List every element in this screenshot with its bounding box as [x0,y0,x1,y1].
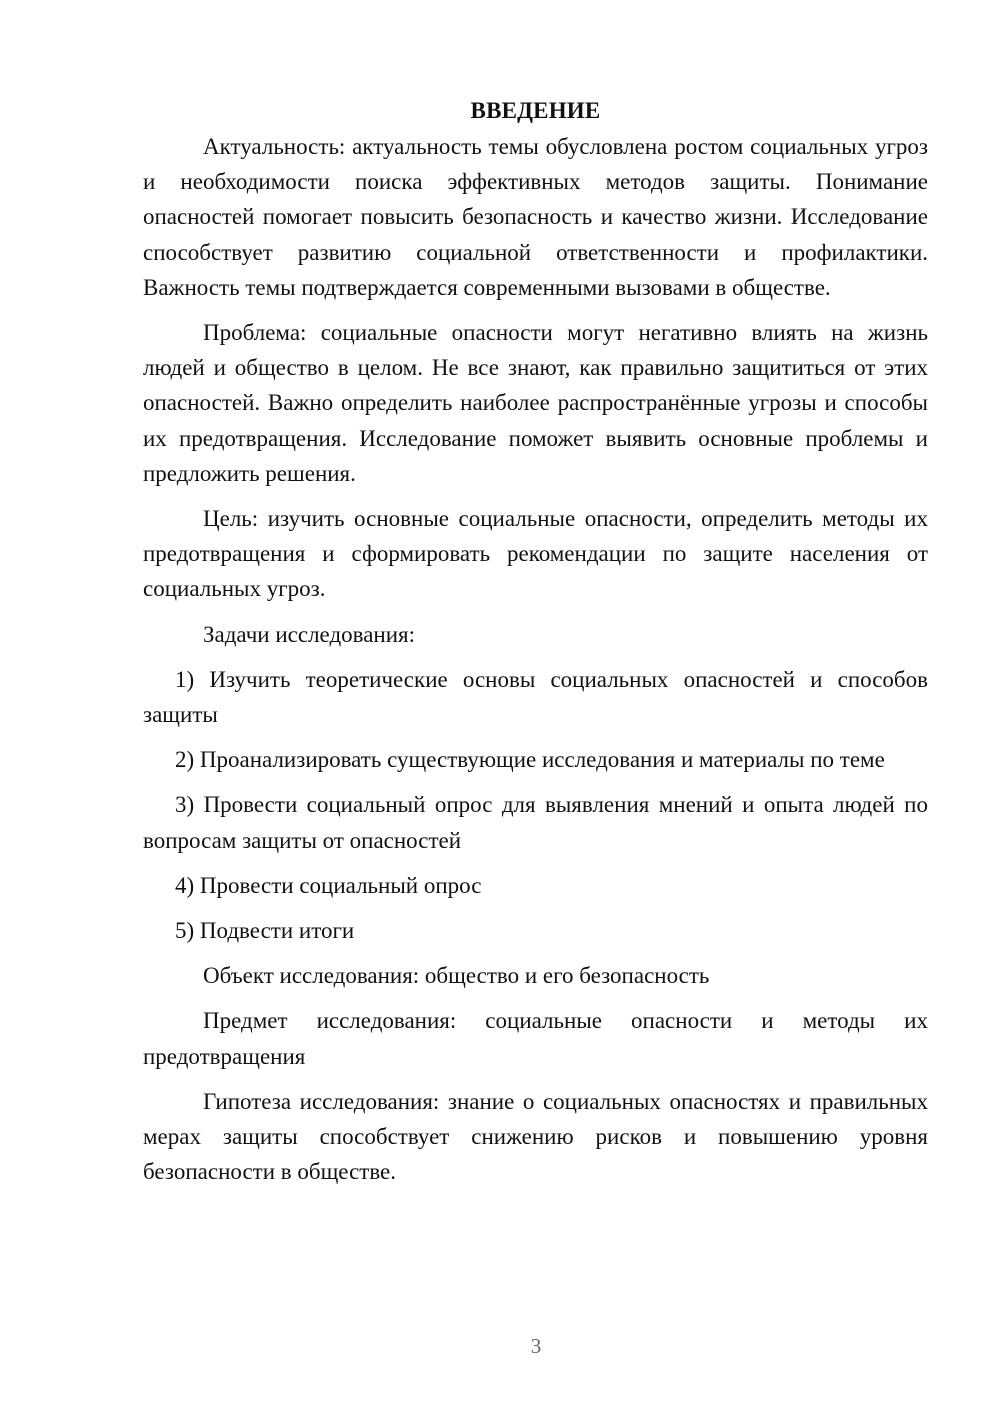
problem-paragraph: Проблема: социальные опасности могут негативно влиять на жизнь людей и общество в целом. Не все знают, как правильно защититься от этих опасностей. Важно определить наиболее распространённые угрозы и способы их предотвращения. Исследование поможет выявить основные проблемы и предложить решения. [143,320,928,486]
task-item-1: 1) Изучить теоретические основы социальных опасностей и способов защиты [143,666,928,728]
research-object-paragraph: Объект исследования: общество и его безопасность [203,963,710,989]
task-item-4: 4) Провести социальный опрос [175,872,482,898]
section-heading: ВВЕДЕНИЕ [470,98,601,123]
goal-paragraph: Цель: изучить основные социальные опасности, определить методы их предотвращения и сформировать рекомендации по защите населения от социальных угроз. [143,506,928,602]
task-item-5: 5) Подвести итоги [175,918,355,944]
task-item-3: 3) Провести социальный опрос для выявления мнений и опыта людей по вопросам защиты от опасностей [143,792,928,853]
research-subject-paragraph: Предмет исследования: социальные опасности и методы их предотвращения [143,1008,928,1069]
page-number: 3 [530,1334,542,1358]
tasks-heading: Задачи исследования: [203,621,416,647]
hypothesis-paragraph: Гипотеза исследования: знание о социальных опасностях и правильных мерах защиты способствует снижению рисков и повышению уровня безопасности в обществе. [143,1088,928,1185]
relevance-paragraph: Актуальность: актуальность темы обусловлена ростом социальных угроз и необходимости поиска эффективных методов защиты. Понимание опасностей помогает повысить безопасность и качество жизни. Исследование способствует развитию социальной ответственности и профилактики. Важность темы подтверждается современными вызовами в обществе. [143,134,928,300]
page-content [143,93,928,1199]
task-item-2: 2) Проанализировать существующие исследования и материалы по теме [175,747,885,773]
